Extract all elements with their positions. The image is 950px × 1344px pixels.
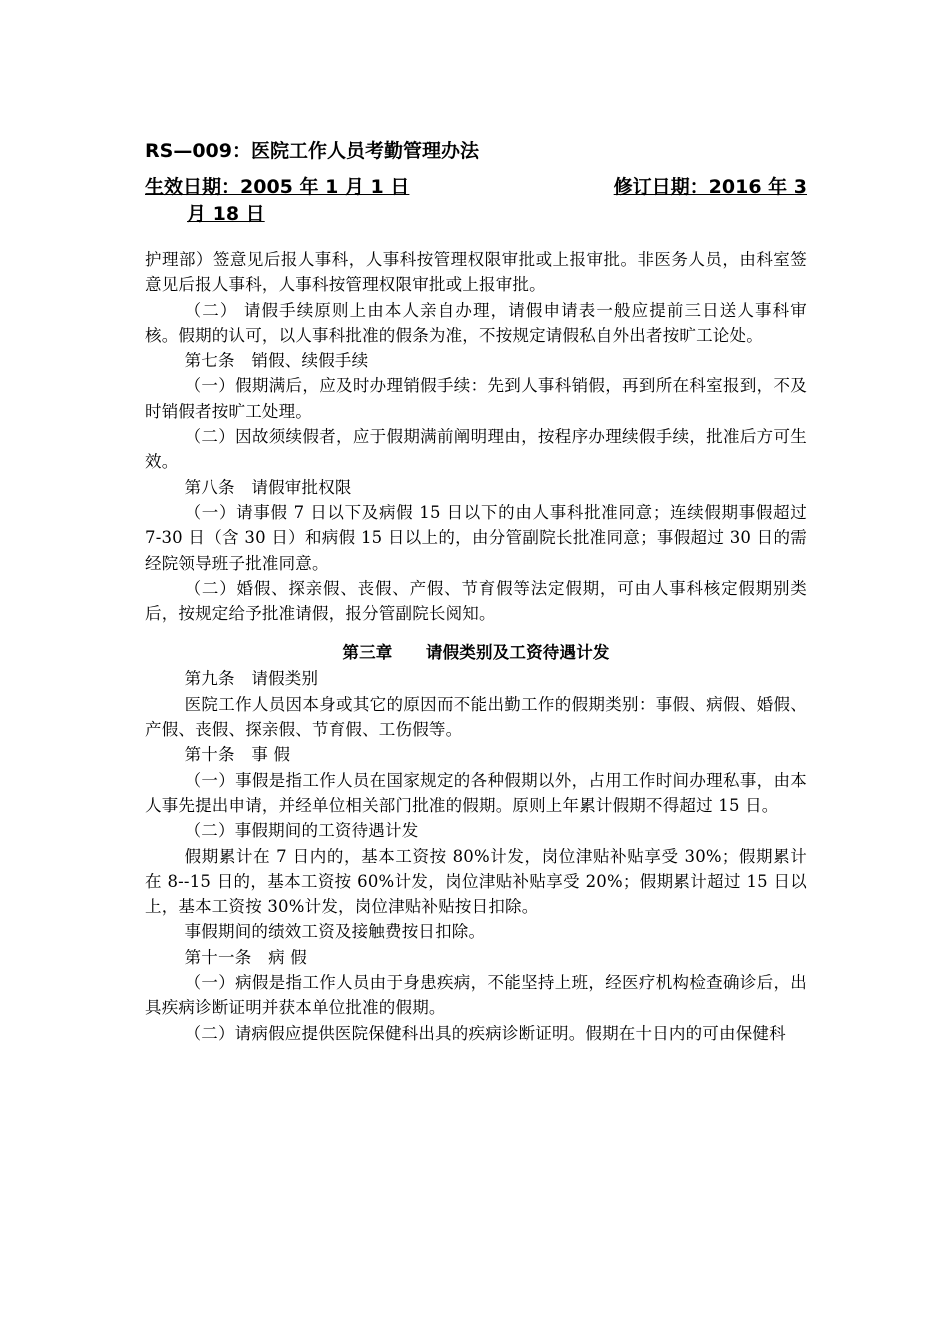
paragraph: （二）请病假应提供医院保健科出具的疾病诊断证明。假期在十日内的可由保健科 — [184, 1023, 786, 1043]
article-heading: 第七条 销假、续假手续 — [184, 351, 369, 371]
paragraph: （二） 请假手续原则上由本人亲自办理，请假申请表一般应提前三日送人事科审核。假期的认可，以人事科批准的假条为准，不按规定请假私自外出者按旷工论处。 — [145, 300, 807, 345]
paragraph: （二）因故须续假者，应于假期满前阐明理由，按程序办理续假手续，批准后方可生效。 — [145, 427, 807, 472]
document-title: RS—009：医院工作人员考勤管理办法 — [145, 140, 479, 162]
date-block — [145, 174, 807, 228]
article-heading: 第九条 请假类别 — [184, 669, 319, 689]
revised-date-continued-line — [145, 201, 807, 228]
effective-date: 生效日期：2005 年 1 月 1 日 — [145, 176, 410, 198]
paragraph: 假期累计在 7 日内的，基本工资按 80%计发，岗位津贴补贴享受 30%；假期累计在 8--15 日的，基本工资按 60%计发，岗位津贴补贴享受 20%；假期累计超过 15 日以上，基本工资按 30%计发，岗位津贴补贴按日扣除。 — [145, 846, 807, 917]
date-line — [145, 174, 807, 201]
article-heading: 第十条 事 假 — [184, 745, 291, 765]
paragraph: （一）假期满后，应及时办理销假手续：先到人事科销假，再到所在科室报到，不及时销假者按旷工处理。 — [145, 376, 807, 421]
paragraph: （一）事假是指工作人员在国家规定的各种假期以外，占用工作时间办理私事，由本人事先提出申请，并经单位相关部门批准的假期。原则上年累计假期不得超过 15 日。 — [145, 770, 807, 815]
article-heading: 第八条 请假审批权限 — [184, 477, 352, 497]
paragraph: （二）婚假、探亲假、丧假、产假、节育假等法定假期，可由人事科核定假期别类后，按规定给予批准请假，报分管副院长阅知。 — [145, 578, 807, 624]
paragraph: （一）病假是指工作人员由于身患疾病，不能坚持上班，经医疗机构检查确诊后，出具疾病诊断证明并获本单位批准的假期。 — [145, 973, 807, 1018]
paragraph: （二）事假期间的工资待遇计发 — [184, 821, 419, 841]
revised-date: 修订日期：2016 年 3 — [613, 176, 807, 198]
chapter-heading: 第三章 请假类别及工资待遇计发 — [342, 643, 610, 663]
paragraph: （一）请事假 7 日以下及病假 15 日以下的由人事科批准同意；连续假期事假超过 7-30 日（含 30 日）和病假 15 日以上的，由分管副院长批准同意；事假超过 30 日的需经院领导班子批准同意。 — [145, 502, 807, 573]
paragraph: 护理部）签意见后报人事科，人事科按管理权限审批或上报审批。非医务人员，由科室签意见后报人事科，人事科按管理权限审批或上报审批。 — [145, 250, 807, 295]
paragraph: 事假期间的绩效工资及接触费按日扣除。 — [184, 922, 486, 942]
paragraph: 医院工作人员因本身或其它的原因而不能出勤工作的假期类别：事假、病假、婚假、产假、丧假、探亲假、节育假、工伤假等。 — [145, 694, 807, 740]
document-body — [145, 247, 807, 1046]
revised-date-continued: 月 18 日 — [187, 203, 265, 225]
article-heading: 第十一条 病 假 — [184, 947, 307, 967]
